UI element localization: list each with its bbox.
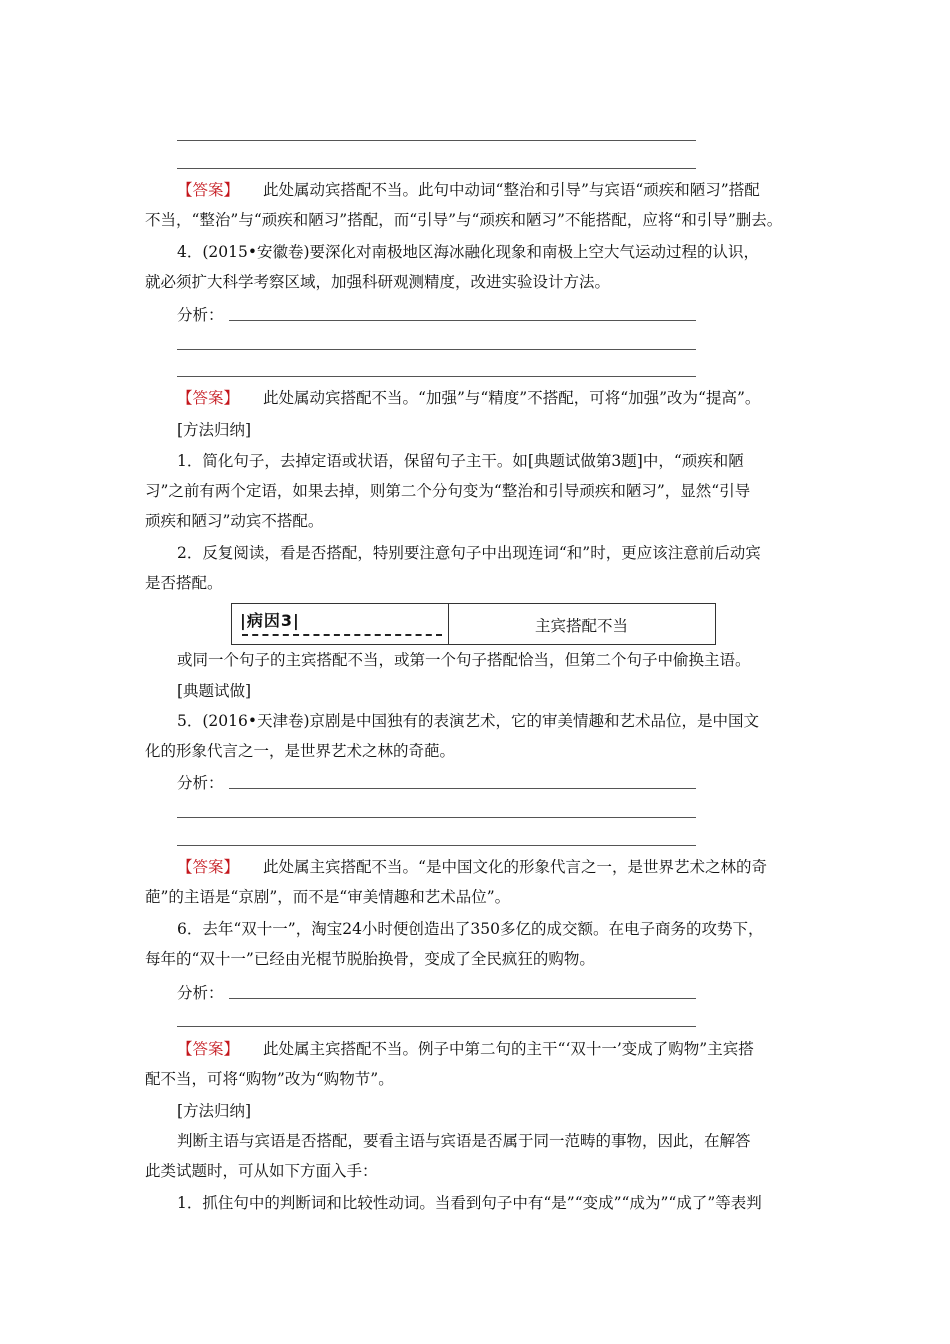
cause-box	[231, 603, 716, 645]
cause-title: 主宾搭配不当	[534, 617, 628, 635]
answer-text: 此处属动宾搭配不当。“加强”与“精度”不搭配，可将“加强”改为“提高”。	[263, 389, 761, 407]
blank-line	[177, 376, 696, 377]
blank-line	[177, 845, 696, 846]
cause-tag: |病因3|	[240, 611, 300, 630]
answer-paragraph	[177, 180, 760, 200]
analysis-label: 分析：	[177, 984, 224, 1002]
answer-text: 此处属主宾搭配不当。例子中第二句的主干“‘双十一’变成了购物”主宾搭	[263, 1040, 754, 1058]
answer-text: 葩”的主语是“京剧”，而不是“审美情趣和艺术品位”。	[145, 888, 511, 906]
method-text: 1．简化句子，去掉定语或状语，保留句子主干。如[典题试做第3题]中，“顽疾和陋	[177, 452, 744, 470]
method-text: 1．抓住句中的判断词和比较性动词。当看到句子中有“是”“变成”“成为”“成了”等表判	[177, 1194, 762, 1212]
method-text: 顽疾和陋习”动宾不搭配。	[145, 512, 324, 530]
dashed-underline	[242, 634, 442, 636]
answer-tag: 【答案】	[177, 1040, 240, 1058]
method-text: 2．反复阅读，看是否搭配，特别要注意句子中出现连词“和”时，更应该注意前后动宾	[177, 544, 761, 562]
method-text: 此类试题时，可从如下方面入手：	[145, 1162, 378, 1180]
method-text: 习”之前有两个定语，如果去掉，则第二个分句变为“整治和引导顽疾和陋习”，显然“引导	[145, 482, 751, 500]
blank-line	[229, 320, 696, 321]
answer-text: 配不当，可将“购物”改为“购物节”。	[145, 1070, 394, 1088]
question-text: 6．去年“双十一”，淘宝24小时便创造出了350多亿的成交额。在电子商务的攻势下，	[177, 920, 764, 938]
question-text: 就必须扩大科学考察区域，加强科研观测精度，改进实验设计方法。	[145, 273, 611, 291]
answer-tag: 【答案】	[177, 389, 240, 407]
blank-line	[229, 788, 696, 789]
answer-tag: 【答案】	[177, 181, 240, 199]
blank-line	[229, 998, 696, 999]
answer-text: 此处属主宾搭配不当。“是中国文化的形象代言之一，是世界艺术之林的奇	[263, 858, 767, 876]
section-label: [典题试做]	[177, 682, 252, 700]
blank-line	[177, 349, 696, 350]
section-label: [方法归纳]	[177, 1102, 252, 1120]
answer-text: 此处属动宾搭配不当。此句中动词“整治和引导”与宾语“顽疾和陋习”搭配	[263, 181, 760, 199]
answer-paragraph	[177, 1039, 754, 1059]
answer-paragraph	[177, 857, 767, 877]
blank-line	[177, 140, 696, 141]
blank-line	[177, 168, 696, 169]
analysis-label: 分析：	[177, 306, 224, 324]
question-text: 每年的“双十一”已经由光棍节脱胎换骨，变成了全民疯狂的购物。	[145, 950, 595, 968]
question-text: 化的形象代言之一，是世界艺术之林的奇葩。	[145, 742, 456, 760]
answer-paragraph	[177, 388, 760, 408]
blank-line	[177, 1026, 696, 1027]
answer-text: 不当，“整治”与“顽疾和陋习”搭配，而“引导”与“顽疾和陋习”不能搭配，应将“和引导”删去。	[145, 211, 783, 229]
section-label: [方法归纳]	[177, 421, 252, 439]
method-text: 判断主语与宾语是否搭配，要看主语与宾语是否属于同一范畴的事物，因此，在解答	[177, 1132, 751, 1150]
definition-text: 或同一个句子的主宾搭配不当，或第一个句子搭配恰当，但第二个句子中偷换主语。	[177, 651, 751, 669]
analysis-label: 分析：	[177, 774, 224, 792]
method-text: 是否搭配。	[145, 574, 223, 592]
question-text: 5．(2016•天津卷)京剧是中国独有的表演艺术，它的审美情趣和艺术品位，是中国文	[177, 712, 760, 730]
question-text: 4．(2015•安徽卷)要深化对南极地区海冰融化现象和南极上空大气运动过程的认识，	[177, 243, 760, 261]
blank-line	[177, 817, 696, 818]
answer-tag: 【答案】	[177, 858, 240, 876]
